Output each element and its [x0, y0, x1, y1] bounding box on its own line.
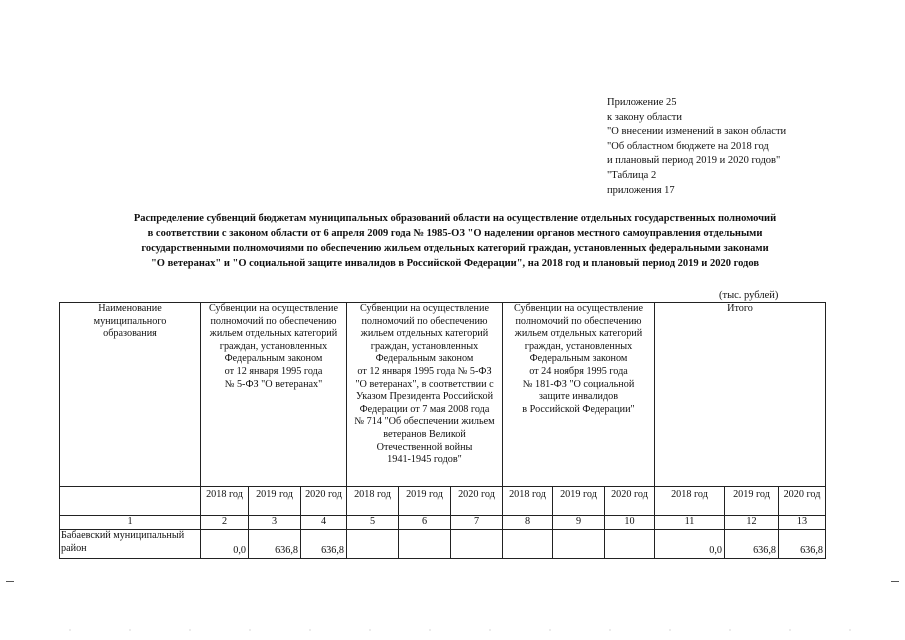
- appendix-line: и плановый период 2019 и 2020 годов": [607, 155, 781, 167]
- title-line: "О ветеранах" и "О социальной защите инвалидов в Российской Федерации", на 2018 год и плановый период 2019 и 2020 годов: [150, 258, 760, 269]
- units-label: (тыс. рублей): [719, 290, 779, 301]
- value-cell: 636,8: [301, 530, 347, 559]
- column-number: 11: [655, 516, 725, 530]
- table-row: [60, 530, 826, 559]
- title-line: государственными полномочиями по обеспечению жильем отдельных категорий граждан, установленных федеральными законами: [141, 243, 769, 254]
- right-edge-mark: [891, 581, 899, 582]
- value-cell: [553, 530, 605, 559]
- value-cell: [605, 530, 655, 559]
- column-number: 1: [60, 516, 201, 530]
- column-number-row: [60, 516, 826, 530]
- column-number: 6: [399, 516, 451, 530]
- year-cell: 2020 год: [451, 487, 503, 516]
- year-cell: 2019 год: [249, 487, 301, 516]
- value-cell: 636,8: [725, 530, 779, 559]
- column-number: 8: [503, 516, 553, 530]
- header-municipality: Наименование муниципального образования: [60, 303, 201, 487]
- year-cell-empty: [60, 487, 201, 516]
- year-cell: 2018 год: [347, 487, 399, 516]
- year-cell: 2019 год: [725, 487, 779, 516]
- column-number: 10: [605, 516, 655, 530]
- column-number: 4: [301, 516, 347, 530]
- title-line: Распределение субвенций бюджетам муниципальных образований области на осуществление отдельных государственных полномочий: [133, 213, 777, 224]
- header-group-total: Итого: [655, 303, 826, 487]
- column-number: 7: [451, 516, 503, 530]
- year-cell: 2020 год: [605, 487, 655, 516]
- year-cell: 2019 год: [399, 487, 451, 516]
- column-number: 13: [779, 516, 826, 530]
- value-cell: [503, 530, 553, 559]
- value-cell: [451, 530, 503, 559]
- year-header-row: [60, 487, 826, 516]
- header-row: [60, 303, 826, 487]
- value-cell: 0,0: [201, 530, 249, 559]
- column-number: 12: [725, 516, 779, 530]
- value-cell: 636,8: [779, 530, 826, 559]
- left-edge-mark: [6, 581, 14, 582]
- subvention-table: [59, 302, 826, 559]
- value-cell: 636,8: [249, 530, 301, 559]
- header-group-veterans: Субвенции на осуществление полномочий по обеспечению жильем отдельных категорий граждан, установленных Федеральным законом от 12 января 1995 года № 5-ФЗ "О ветеранах": [201, 303, 347, 487]
- appendix-line: "Об областном бюджете на 2018 год: [607, 140, 769, 152]
- value-cell: 0,0: [655, 530, 725, 559]
- year-cell: 2018 год: [503, 487, 553, 516]
- value-cell: [347, 530, 399, 559]
- year-cell: 2018 год: [655, 487, 725, 516]
- appendix-line: Приложение 25: [607, 97, 677, 108]
- appendix-line: "О внесении изменений в закон области: [607, 126, 787, 138]
- year-cell: 2020 год: [779, 487, 826, 516]
- column-number: 3: [249, 516, 301, 530]
- appendix-line: к закону области: [607, 111, 682, 123]
- value-cell: [399, 530, 451, 559]
- year-cell: 2020 год: [301, 487, 347, 516]
- appendix-header: [607, 96, 786, 198]
- appendix-line: "Таблица 2: [607, 169, 657, 181]
- column-number: 9: [553, 516, 605, 530]
- document-title: [60, 211, 850, 271]
- appendix-line: приложения 17: [607, 184, 675, 196]
- scan-artifact-dots: [40, 628, 870, 632]
- header-group-disabled: Субвенции на осуществление полномочий по обеспечению жильем отдельных категорий граждан, установленных Федеральным законом от 24 ноября 1995 года № 181-ФЗ "О социальной защите инвалидов в Российской Федерации": [503, 303, 655, 487]
- column-number: 5: [347, 516, 399, 530]
- header-group-veterans-decree: Субвенции на осуществление полномочий по обеспечению жильем отдельных категорий граждан, установленных Федеральным законом от 12 января 1995 года № 5-ФЗ "О ветеранах", в соответствии с Указом Президента Российской Федерации от 7 мая 2008 года № 714 "Об обеспечении жильем ветеранов Великой Отечественной войны 1941-1945 годов": [347, 303, 503, 487]
- column-number: 2: [201, 516, 249, 530]
- municipality-name: Бабаевский муниципальный район: [60, 530, 201, 559]
- year-cell: 2019 год: [553, 487, 605, 516]
- title-line: в соответствии с законом области от 6 апреля 2009 года № 1985-ОЗ "О наделении органов местного самоуправления отдельными: [147, 228, 763, 239]
- year-cell: 2018 год: [201, 487, 249, 516]
